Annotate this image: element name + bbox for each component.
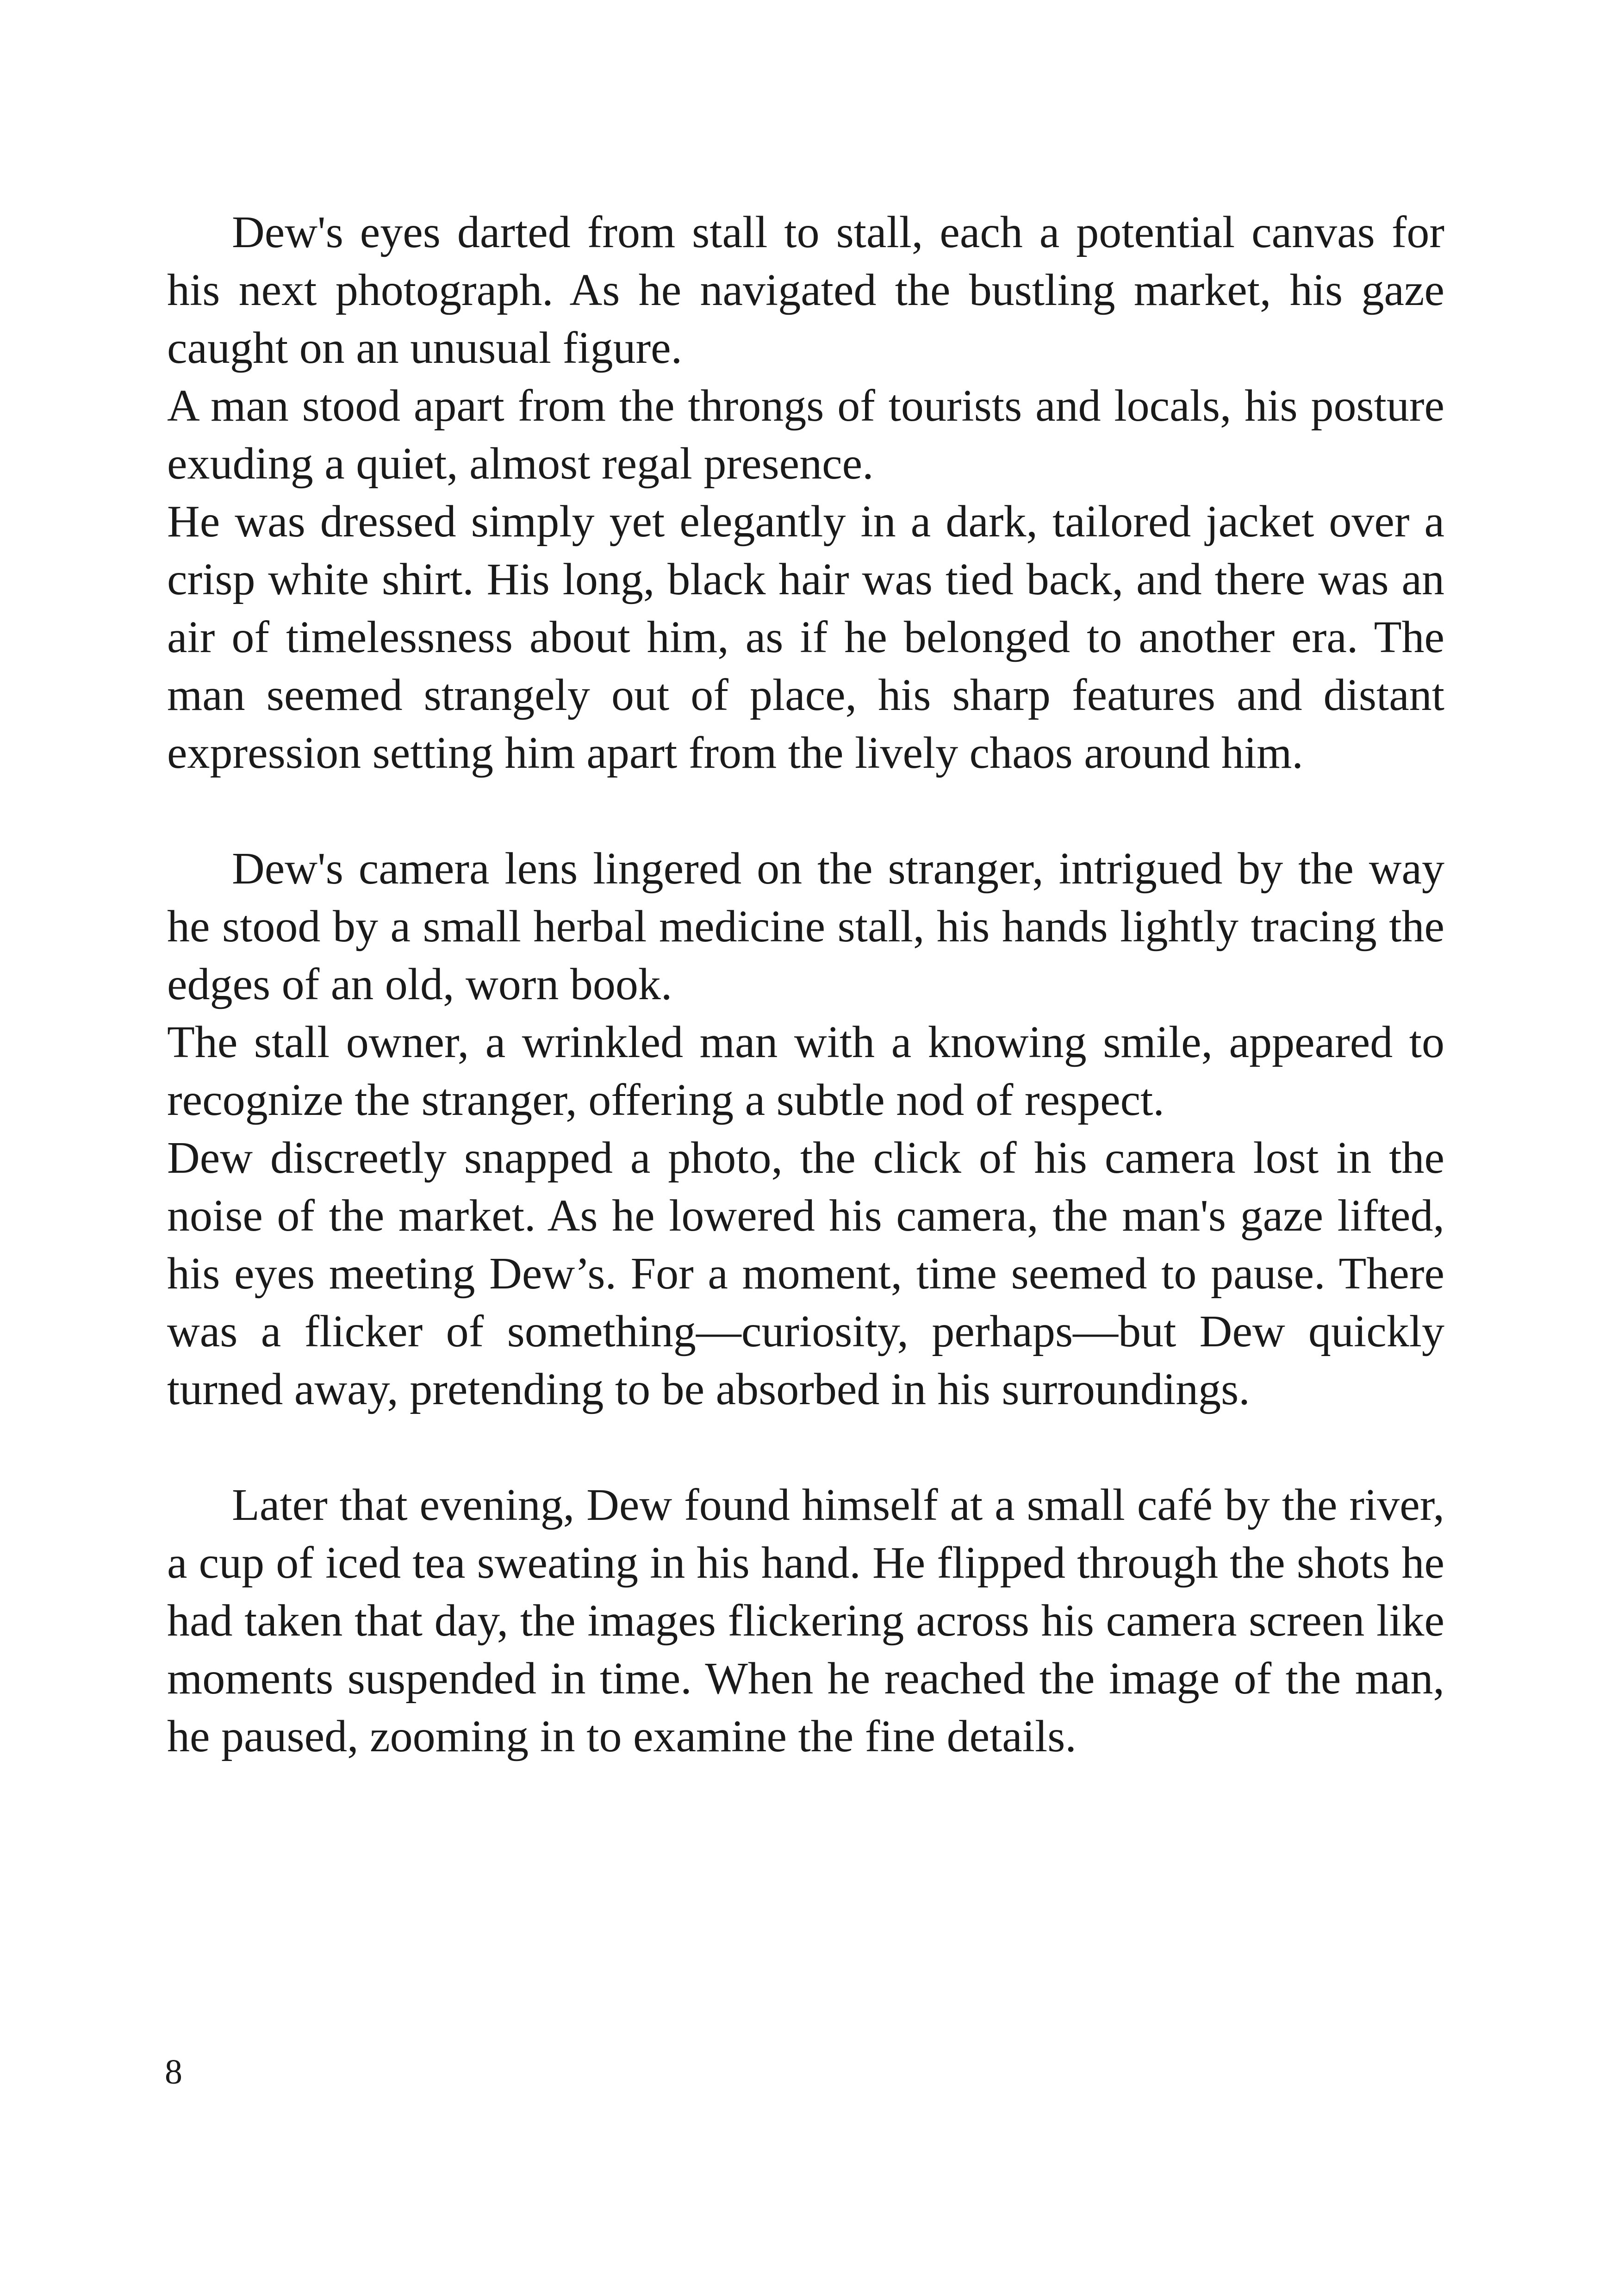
paragraph-6: Dew discreetly snapped a photo, the click of his camera lost in the noise of the market. As he lowered his camera, the man's gaze lifted, his eyes meeting Dew’s. For a moment, time seemed to pause. There was a flicker of something—curiosity, perhaps—but Dew quickly turned away, pretending to be absorbed in his surroundings. <box>167 1133 1444 1414</box>
body-text <box>167 204 1444 1766</box>
paragraph-5: The stall owner, a wrinkled man with a knowing smile, appeared to recognize the stranger, offering a subtle nod of respect. <box>167 1017 1444 1125</box>
paragraph-4: Dew's camera lens lingered on the stranger, intrigued by the way he stood by a small herbal medicine stall, his hands lightly tracing the edges of an old, worn book. <box>167 844 1444 1009</box>
paragraph-3: He was dressed simply yet elegantly in a dark, tailored jacket over a crisp white shirt. His long, black hair was tied back, and there was an air of timelessness about him, as if he belonged to another era. The man seemed strangely out of place, his sharp features and distant expression setting him apart from the lively chaos around him. <box>167 497 1444 778</box>
paragraph-2: A man stood apart from the throngs of tourists and locals, his posture exuding a quiet, almost regal presence. <box>167 381 1444 489</box>
paragraph-gap <box>167 1419 1444 1476</box>
paragraph-7: Later that evening, Dew found himself at a small café by the river, a cup of iced tea sweating in his hand. He flipped through the shots he had taken that day, the images flickering across his camera screen like moments suspended in time. When he reached the image of the man, he paused, zooming in to examine the fine details. <box>167 1480 1444 1761</box>
paragraph-gap <box>167 782 1444 840</box>
paragraph-1: Dew's eyes darted from stall to stall, each a potential canvas for his next photograph. As he navigated the bustling market, his gaze caught on an unusual figure. <box>167 207 1444 373</box>
page-number: 8 <box>165 2053 182 2091</box>
